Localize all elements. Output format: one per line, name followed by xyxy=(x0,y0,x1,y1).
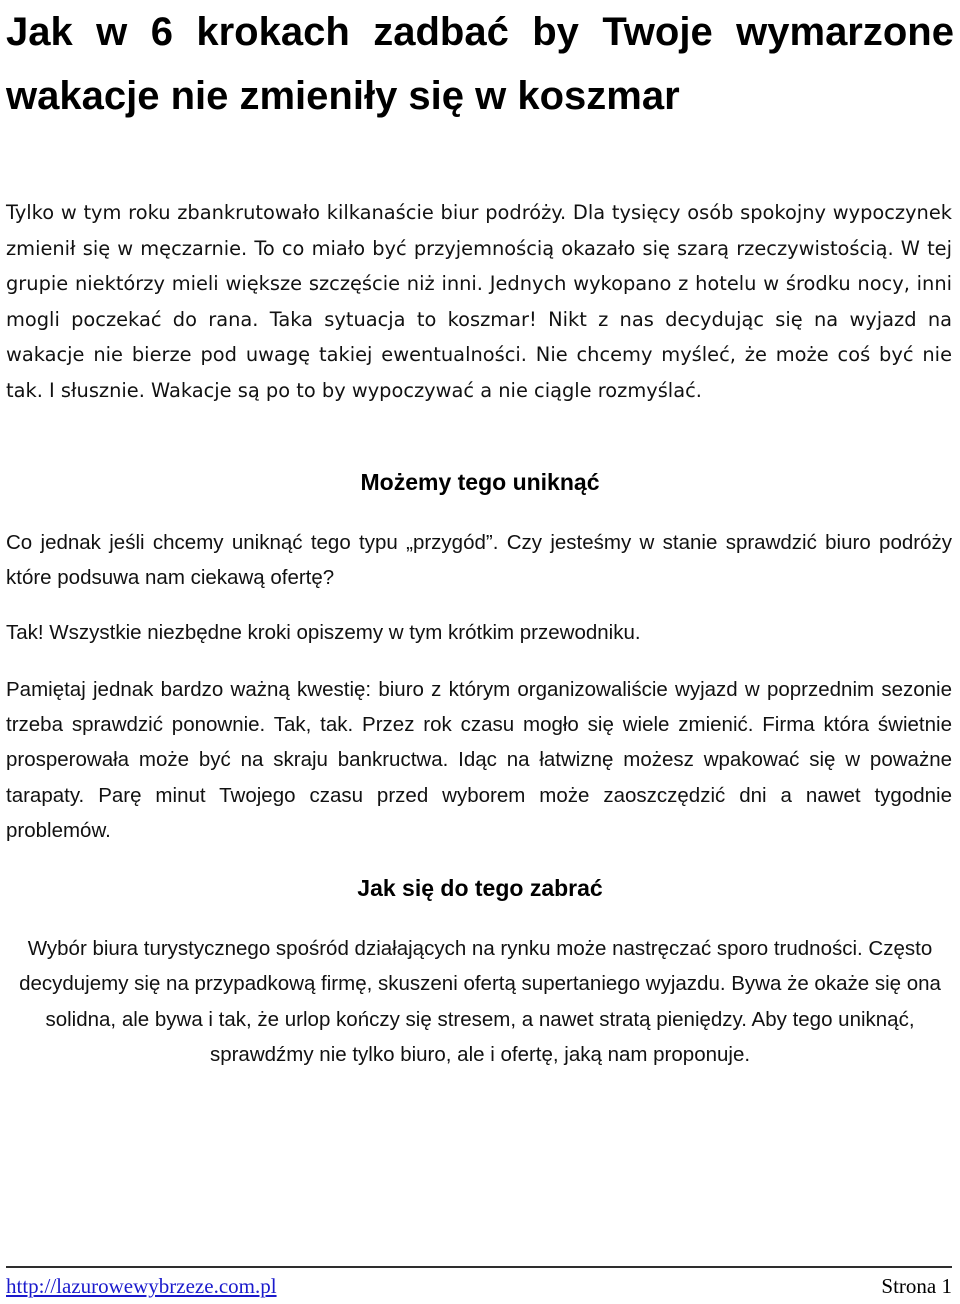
intro-paragraph: Tylko w tym roku zbankrutowało kilkanaście biur podróży. Dla tysięcy osób spokojny wypoczynek zmienił się w męczarnie. To co miało być przyjemnością okazało się szarą rzeczywistością. W tej grupie niektórzy mieli większe szczęście niż inni. Jednych wykopano z hotelu w środku nocy, inni mogli poczekać do rana. Taka sytuacja to koszmar! Nikt z nas decydując się na wyjazd na wakacje nie bierze pod uwagę takiej ewentualności. Nie chcemy myśleć, że może coś być nie tak. I słusznie. Wakacje są po to by wypoczywać a nie ciągle rozmyślać. xyxy=(6,201,952,402)
footer-website-link[interactable]: http://lazurowewybrzeze.com.pl xyxy=(6,1274,277,1298)
footer-page-number: Strona 1 xyxy=(881,1274,952,1298)
document-title: Jak w 6 krokach zadbać by Twoje wymarzone wakacje nie zmieniły się w koszmar xyxy=(6,10,954,118)
section-heading-avoid: Możemy tego uniknąć xyxy=(360,469,600,495)
paragraph-remember: Pamiętaj jednak bardzo ważną kwestię: biuro z którym organizowaliście wyjazd w poprzednim sezonie trzeba sprawdzić ponownie. Tak, tak. Przez rok czasu mogło się wiele zmienić. Firma która świetnie prosperowała może być na skraju bankructwa. Idąc na łatwiznę możesz wpakować się w poważne tarapaty. Parę minut Twojego czasu przed wyborem może zaoszczędzić dni a nawet tygodnie problemów. xyxy=(6,678,952,842)
paragraph-yes: Tak! Wszystkie niezbędne kroki opiszemy w tym krótkim przewodniku. xyxy=(6,621,641,644)
paragraph-choice: Wybór biura turystycznego spośród działających na rynku może nastręczać sporo trudności. Często decydujemy się na przypadkową firmę, skuszeni ofertą supertaniego wyjazdu. Bywa że okaże się ona solidna, ale bywa i tak, że urlop kończy się stresem, a nawet stratą pieniędzy. Aby tego uniknąć, sprawdźmy nie tylko biuro, ale i ofertę, jaką nam proponuje. xyxy=(19,937,941,1067)
page-footer xyxy=(6,1266,952,1304)
paragraph-question: Co jednak jeśli chcemy uniknąć tego typu „przygód”. Czy jesteśmy w stanie sprawdzić biuro podróży które podsuwa nam ciekawą ofertę? xyxy=(6,531,952,590)
section-heading-start: Jak się do tego zabrać xyxy=(357,875,603,901)
